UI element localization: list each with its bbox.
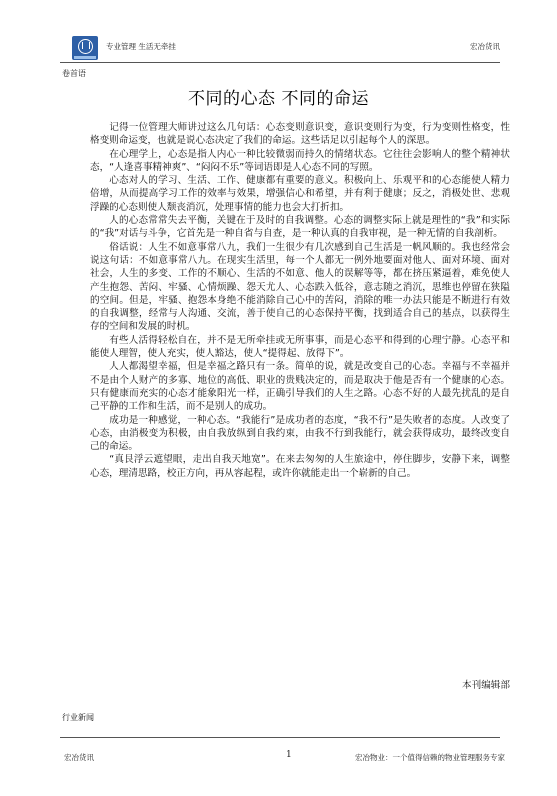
article-body (90, 121, 510, 480)
next-section-label: 行业新闻 (62, 713, 94, 722)
paragraph: 有些人活得轻松自在，并不是无所牵挂或无所事事，而是心态平和得到的心理宁静。心态平和能使人理智，使人充实，使人豁达，使人“提得起、放得下”。 (90, 334, 510, 360)
paragraph: 在心理学上，心态是指人内心一种比较微弱而持久的情绪状态。它往往会影响人的整个精神状态，“人逢喜事精神爽”、“闷闷不乐”等词语即是人心态不同的写照。 (90, 148, 510, 173)
paragraph: 人人都渴望幸福，但是幸福之路只有一条。简单的说，就是改变自己的心态。幸福与不幸福并不是由个人财产的多寡、地位的高低、职业的贵贱决定的，而是取决于他是否有一个健康的心态。只有健康而充实的心态才能象阳光一样，正确引导我们的人生之路。心态不好的人最先扰乱的是自己平静的工作和生活，而不是别人的成功。 (90, 361, 510, 413)
page-number: 1 (286, 750, 292, 760)
header-slogan: 专业管理 生活无牵挂 (106, 42, 176, 51)
article-title: 不同的心态 不同的命运 (188, 89, 369, 109)
paragraph: 人的心态常常失去平衡，关键在于及时的自我调整。心态的调整实际上就是理性的“我”和实际的“我”对话与斗争，它首先是一种自省与自查，是一种认真的自我审视，是一种无情的自我剖析。 (90, 215, 510, 240)
section-label: 卷首语 (62, 69, 86, 78)
article-signature: 本刊编辑部 (462, 680, 510, 691)
footer-slogan: 宏冶物业：一个值得信赖的物业管理服务专家 (355, 753, 505, 762)
header-divider (60, 62, 500, 63)
page-header (60, 34, 500, 62)
paragraph: 记得一位管理大师讲过这么几句话：心态变则意识变，意识变则行为变，行为变则性格变，性格变则命运变，也就是说心态决定了我们的命运。这些话足以引起每个人的深思。 (90, 122, 510, 147)
header-publication-name: 宏冶货讯 (470, 42, 500, 51)
paragraph: 俗话说：人生不如意事常八九，我们一生很少有几次感到自己生活是一帆风顺的。我也经常会说这句话：不如意事常八九。在现实生活里，每一个人都无一例外地要面对他人、面对环境、面对社会，人生的多变、工作的不顺心、生活的不如意、他人的误解等等，都在挤压紧逼着，难免使人产生抱怨、苦闷、牢骚、心情烦躁、怨天尤人、心态跌入低谷，意志随之消沉，思维也停留在狭隘的空间。但是，牢骚、抱怨本身绝不能消除自己心中的苦闷，消除的唯一办法只能是不断进行有效的自我调整，经常与人沟通、交流，善于使自己的心态保持平衡，找到适合自己的基点，以获得生存的空间和发展的时机。 (90, 241, 510, 333)
company-logo-icon (72, 36, 98, 60)
footer-divider (60, 737, 500, 738)
paragraph: “真艮浮云遮望眼，走出自我天地宽”。在来去匆匆的人生旅途中，停住脚步，安静下来，调整心态，理清思路，校正方向，再从容起程，或许你就能走出一个崭新的自己。 (90, 454, 510, 479)
paragraph: 心态对人的学习、生活、工作、健康都有重要的意义。积极向上、乐观平和的心态能使人精力倍增，从而提高学习工作的效率与效果，增强信心和希望，并有利于健康；反之，消极处世、悲观浮躁的心态则使人颓丧消沉，处理事情的能力也会大打折扣。 (90, 175, 510, 213)
footer-publication-name: 宏冶货讯 (64, 753, 94, 762)
paragraph: 成功是一种感觉，一种心态。“我能行”是成功者的态度，“我不行”是失败者的态度。人改变了心态，由消极变为积极，由自我放纵到自我约束，由我不行到我能行，就会获得成功，最终改变自己的命运。 (90, 414, 510, 453)
